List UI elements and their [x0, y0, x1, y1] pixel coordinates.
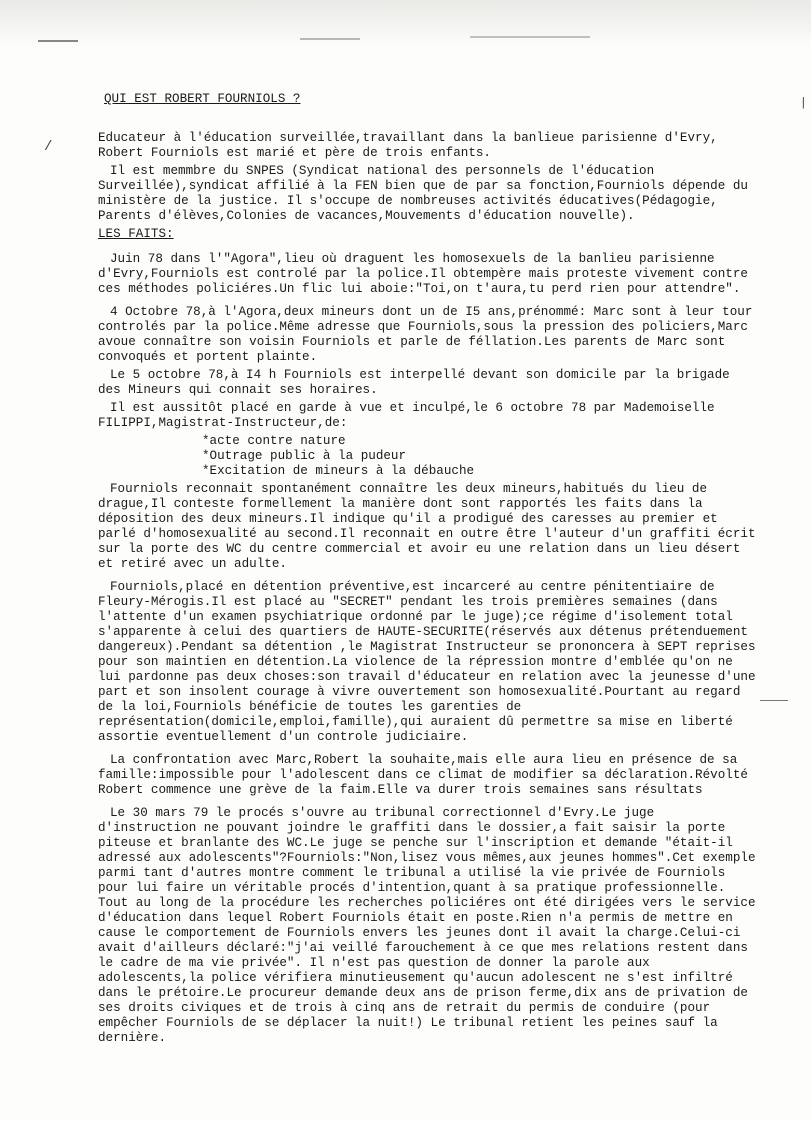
paragraph: La confrontation avec Marc,Robert la souhaite,mais elle aura lieu en présence de sa famille:impossible pour l'adolescent dans ce climat de modifier sa déclaration.Révolté Robert commence une grève de la faim.Elle va durer trois semaines sans résultats	[98, 753, 756, 797]
scan-smudge	[300, 38, 360, 40]
margin-mark: /	[44, 139, 53, 155]
paragraph: 4 Octobre 78,à l'Agora,deux mineurs dont un de I5 ans,prénommé: Marc sont à leur tour controlés par la police.Même adresse que Fourniols,sous la pression des policiers,Marc avoue connaître son voisin Fourniols et parle de féllation.Les parents de Marc sont convoqués et portent plainte.	[98, 305, 760, 364]
document-title: QUI EST ROBERT FOURNIOLS ?	[104, 92, 301, 106]
scan-smudge	[38, 40, 78, 42]
paragraph: Il est aussitôt placé en garde à vue et inculpé,le 6 octobre 78 par Mademoiselle FILIPPI,Magistrat-Instructeur,de:	[98, 401, 723, 430]
paragraph: Il est memmbre du SNPES (Syndicat national des personnels de l'éducation Surveillée),syndicat affilié à la FEN bien que de par sa fonction,Fourniols dépende du ministère de la justice. Il s'occupe de nombreuses activités éducatives(Pédagogie, Parents d'élèves,Colonies de vacances,Mouvements d'éducation nouvelle).	[98, 164, 756, 223]
paragraph: Fourniols,placé en détention préventive,est incarceré au centre pénitentiaire de Fleury-Mérogis.Il est placé au "SECRET" pendant les trois premières semaines (dans l'attente d'un examen psychiatrique ordonné par le juge);ce régime d'isolement total s'apparente à celui des quartiers de HAUTE-SECURITE(réservés aux détenus prétenduement dangereux).Pendant sa détention ,le Magistrat Instructeur se prononcera à SEPT reprises pour son maintien en détention.La violence de la répression montre d'emblée qu'on ne lui pardonne pas deux choses:son travail d'éducateur en relation avec la jeunesse d'une part et son insolent courage à vivre ouvertement son homosexualité.Pourtant au regard de la loi,Fourniols bénéficie de toutes les garenties de représentation(domicile,emploi,famille),qui auraient dû permettre sa mise en liberté assortie eventuellement d'un controle judiciaire.	[98, 580, 764, 744]
charge-item: *Excitation de mineurs à la débauche	[202, 464, 475, 478]
paragraph: Le 30 mars 79 le procés s'ouvre au tribunal correctionnel d'Evry.Le juge d'instruction ne pouvant joindre le graffiti dans le dossier,a fait saisir la porte piteuse et branlante des WC.Le juge se penche sur l'inscription et demande "était-il adressé aux adolescents"?Fourniols:"Non,lisez vous mêmes,aux jeunes hommes".Cet exemple parmi tant d'autres montre comment le tribunal a utilisé la vie privée de Fourniols pour lui faire un véritable procés d'intention,quant à sa pratique professionnelle. Tout au long de la procédure les recherches policiéres ont été dirigées vers le service d'éducation dans lequel Robert Fourniols était en poste.Rien n'a permis de mettre en cause le comportement de Fourniols envers les jeunes dont il avait la charge.Celui-ci avait d'ailleurs déclaré:"j'ai veillé farouchement à ce que mes relations restent dans le cadre de ma vie privée". Il n'est pas question de donner la parole aux adolescents,la police vérifiera minutieusement qu'aucun adolescent ne s'est infiltré dans le prétoire.Le procureur demande deux ans de prison ferme,dix ans de privation de ses droits civiques et de trois à cinq ans de retrait du permis de conduire (pour empêcher Fourniols de se déplacer la nuit!) Le tribunal retient les peines sauf la dernière.	[98, 806, 764, 1045]
paragraph: Le 5 octobre 78,à I4 h Fourniols est interpellé devant son domicile par la brigade des Mineurs qui connait ses horaires.	[98, 368, 738, 397]
scan-top-edge	[0, 0, 811, 48]
charge-item: *Outrage public à la pudeur	[202, 449, 407, 463]
margin-mark: |	[799, 96, 807, 110]
paragraph: Educateur à l'éducation surveillée,travaillant dans la banlieue parisienne d'Evry, Robert Fourniols est marié et père de trois enfants.	[98, 131, 726, 160]
charge-item: *acte contre nature	[202, 434, 346, 448]
section-heading: LES FAITS:	[98, 227, 174, 241]
margin-mark	[760, 700, 788, 701]
document-body	[98, 92, 764, 1049]
paragraph: Fourniols reconnait spontanément connaître les deux mineurs,habitués du lieu de drague,Il conteste formellement la manière dont sont rapportés les faits dans la déposition des deux mineurs.Il indique qu'il a prodigué des caresses au premier et parlé d'homosexualité au second.Il reconnait en outre être l'auteur d'un graffiti écrit sur la porte des WC du centre commercial et avoir eu une relation dans un lieu désert et retiré avec un adulte.	[98, 482, 764, 571]
scan-smudge	[470, 36, 590, 38]
paragraph: Juin 78 dans l'"Agora",lieu où draguent les homosexuels de la banlieu parisienne d'Evry,Fourniols est controlé par la police.Il obtempère mais proteste vivement contre ces méthodes policiéres.Un flic lui aboie:"Toi,on t'aura,tu perd rien pour attendre".	[98, 252, 756, 296]
